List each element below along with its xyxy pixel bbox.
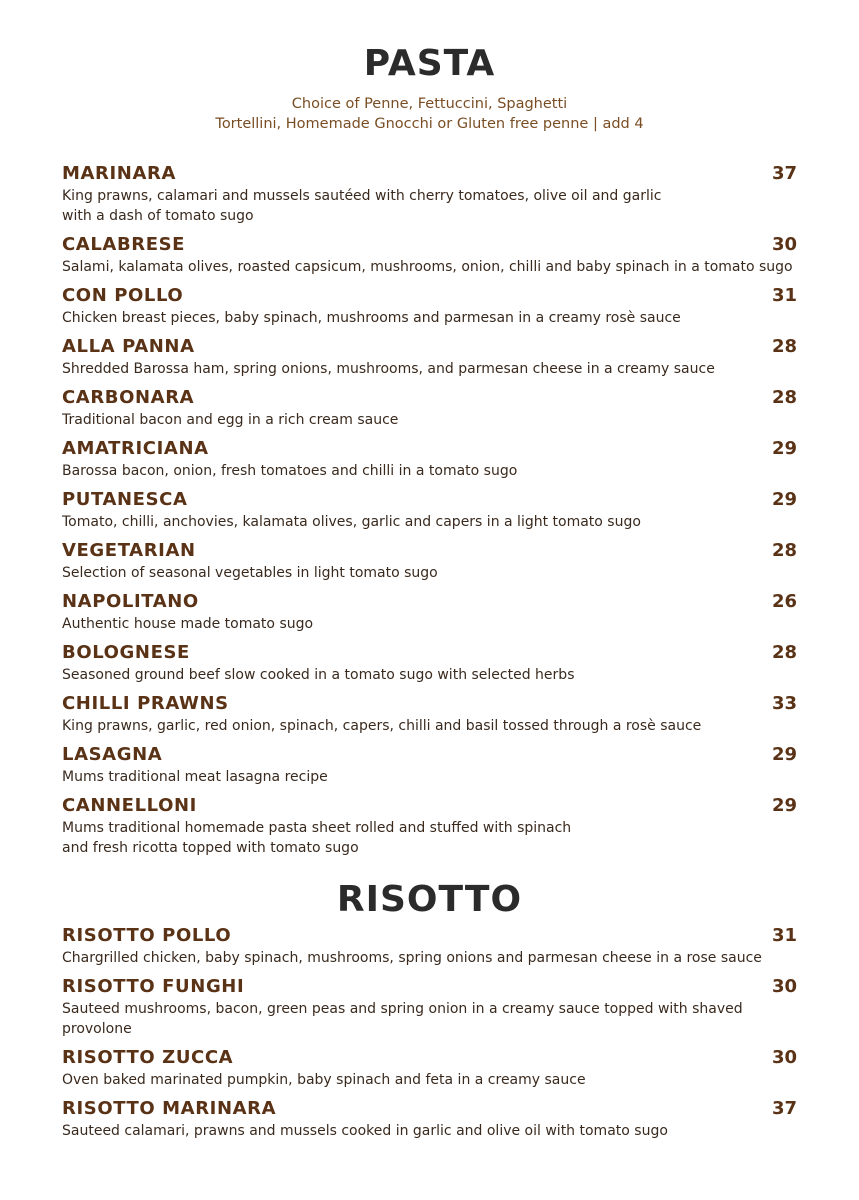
- menu-item: [62, 590, 797, 634]
- menu-item: [62, 386, 797, 430]
- menu-item-name: VEGETARIAN: [62, 540, 196, 561]
- menu-item: [62, 437, 797, 481]
- menu-item-price: 29: [771, 795, 797, 816]
- menu-item-description: [62, 767, 797, 787]
- menu-item-description-line: Sauteed mushrooms, bacon, green peas and spring onion in a creamy sauce topped with shaved provolone: [62, 1001, 743, 1037]
- menu-item: [62, 1097, 797, 1141]
- menu-item-description: [62, 818, 797, 858]
- menu-item: [62, 975, 797, 1039]
- menu-item-description-line: Sauteed calamari, prawns and mussels cooked in garlic and olive oil with tomato sugo: [62, 1123, 668, 1139]
- menu-item: [62, 233, 797, 277]
- menu-item-description-line: and fresh ricotta topped with tomato sugo: [62, 840, 359, 856]
- menu-item-name: MARINARA: [62, 163, 176, 184]
- menu-item-description: [62, 308, 797, 328]
- menu-item-price: 28: [771, 387, 797, 408]
- menu-item: [62, 539, 797, 583]
- menu-item-name: AMATRICIANA: [62, 438, 209, 459]
- menu-item-price: 29: [771, 744, 797, 765]
- pasta-section-title: PASTA: [363, 43, 496, 84]
- menu-item-description-line: King prawns, garlic, red onion, spinach, capers, chilli and basil tossed through a rosè sauce: [62, 718, 702, 734]
- menu-item: [62, 488, 797, 532]
- menu-item-description: [62, 999, 797, 1039]
- menu-item-header: [62, 335, 797, 359]
- menu-item-description: [62, 563, 797, 583]
- menu-item-description-line: with a dash of tomato sugo: [62, 208, 254, 224]
- menu-item-name: CON POLLO: [62, 285, 184, 306]
- menu-item-description: [62, 716, 797, 736]
- risotto-menu-list: [0, 924, 859, 1141]
- menu-item: [62, 641, 797, 685]
- menu-item: [62, 335, 797, 379]
- menu-item: [62, 162, 797, 226]
- menu-item-header: [62, 539, 797, 563]
- pasta-menu-list: [0, 162, 859, 858]
- menu-item-description-line: Tomato, chilli, anchovies, kalamata olives, garlic and capers in a light tomato sugo: [62, 514, 641, 530]
- menu-item-description-line: Salami, kalamata olives, roasted capsicum, mushrooms, onion, chilli and baby spinach in a tomato sugo: [62, 259, 793, 275]
- menu-item-name: CARBONARA: [62, 387, 195, 408]
- menu-item-price: 28: [771, 336, 797, 357]
- menu-item-name: ALLA PANNA: [62, 336, 195, 357]
- menu-item-description-line: Oven baked marinated pumpkin, baby spinach and feta in a creamy sauce: [62, 1072, 586, 1088]
- menu-item-description-line: Barossa bacon, onion, fresh tomatoes and chilli in a tomato sugo: [62, 463, 518, 479]
- menu-item-name: PUTANESCA: [62, 489, 188, 510]
- menu-item-name: RISOTTO ZUCCA: [62, 1047, 234, 1068]
- menu-item-description: [62, 1121, 797, 1141]
- menu-item-price: 29: [771, 489, 797, 510]
- menu-item-price: 31: [771, 285, 797, 306]
- menu-item-header: [62, 1046, 797, 1070]
- menu-item-name: LASAGNA: [62, 744, 163, 765]
- menu-item-header: [62, 437, 797, 461]
- menu-item-description-line: King prawns, calamari and mussels sautéed with cherry tomatoes, olive oil and garlic: [62, 188, 662, 204]
- menu-item-name: RISOTTO FUNGHI: [62, 976, 245, 997]
- menu-item-description: [62, 948, 797, 968]
- menu-item-name: CALABRESE: [62, 234, 186, 255]
- menu-item-description-line: Mums traditional meat lasagna recipe: [62, 769, 328, 785]
- menu-item-price: 28: [771, 540, 797, 561]
- menu-item-price: 30: [771, 976, 797, 997]
- menu-item-header: [62, 488, 797, 512]
- menu-item-description-line: Chicken breast pieces, baby spinach, mushrooms and parmesan in a creamy rosè sauce: [62, 310, 681, 326]
- menu-item-header: [62, 284, 797, 308]
- menu-item-header: [62, 924, 797, 948]
- menu-item-header: [62, 975, 797, 999]
- menu-item-description-line: Seasoned ground beef slow cooked in a tomato sugo with selected herbs: [62, 667, 575, 683]
- menu-item-description: [62, 1070, 797, 1090]
- menu-item-price: 33: [771, 693, 797, 714]
- menu-item-description: [62, 186, 797, 226]
- menu-item: [62, 794, 797, 858]
- menu-item-header: [62, 162, 797, 186]
- menu-item-header: [62, 233, 797, 257]
- menu-item-description: [62, 665, 797, 685]
- menu-item-price: 28: [771, 642, 797, 663]
- menu-item-description: [62, 359, 797, 379]
- menu-item-name: NAPOLITANO: [62, 591, 199, 612]
- menu-item-header: [62, 590, 797, 614]
- menu-item-header: [62, 794, 797, 818]
- menu-item-description-line: Mums traditional homemade pasta sheet rolled and stuffed with spinach: [62, 820, 572, 836]
- menu-item-description: [62, 257, 797, 277]
- risotto-section-title: RISOTTO: [336, 879, 523, 920]
- menu-item-price: 37: [771, 1098, 797, 1119]
- menu-item: [62, 1046, 797, 1090]
- menu-item-description-line: Authentic house made tomato sugo: [62, 616, 314, 632]
- menu-item-name: RISOTTO MARINARA: [62, 1098, 277, 1119]
- menu-item: [62, 284, 797, 328]
- menu-item-price: 30: [771, 234, 797, 255]
- menu-item-description-line: Chargrilled chicken, baby spinach, mushrooms, spring onions and parmesan cheese in a rose sauce: [62, 950, 762, 966]
- menu-item-description-line: Traditional bacon and egg in a rich cream sauce: [62, 412, 399, 428]
- menu-item-name: RISOTTO POLLO: [62, 925, 232, 946]
- menu-item-name: BOLOGNESE: [62, 642, 190, 663]
- menu-item: [62, 924, 797, 968]
- menu-item-header: [62, 1097, 797, 1121]
- menu-item-description-line: Selection of seasonal vegetables in light tomato sugo: [62, 565, 438, 581]
- menu-item-header: [62, 743, 797, 767]
- menu-item-description: [62, 512, 797, 532]
- menu-item-description: [62, 614, 797, 634]
- menu-item-name: CHILLI PRAWNS: [62, 693, 229, 714]
- pasta-subtitle-line-2: Tortellini, Homemade Gnocchi or Gluten free penne | add 4: [215, 116, 644, 132]
- menu-item-price: 30: [771, 1047, 797, 1068]
- menu-item-name: CANNELLONI: [62, 795, 197, 816]
- menu-item-description: [62, 461, 797, 481]
- menu-item-price: 37: [771, 163, 797, 184]
- menu-item-price: 31: [771, 925, 797, 946]
- menu-item: [62, 692, 797, 736]
- menu-item-header: [62, 692, 797, 716]
- menu-item-price: 29: [771, 438, 797, 459]
- menu-item-header: [62, 386, 797, 410]
- menu-item-price: 26: [771, 591, 797, 612]
- pasta-subtitle-line-1: Choice of Penne, Fettuccini, Spaghetti: [291, 96, 568, 112]
- menu-item-description-line: Shredded Barossa ham, spring onions, mushrooms, and parmesan cheese in a creamy sauce: [62, 361, 715, 377]
- menu-item-description: [62, 410, 797, 430]
- menu-item: [62, 743, 797, 787]
- menu-item-header: [62, 641, 797, 665]
